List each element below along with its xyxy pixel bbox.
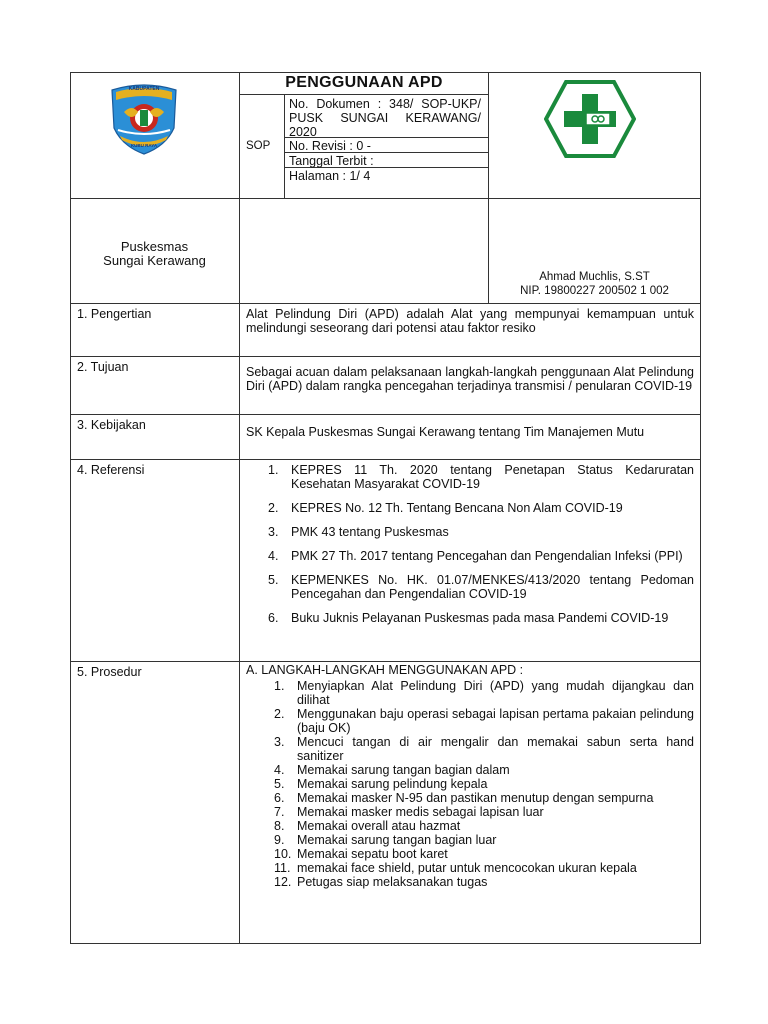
reference-item-number: 3. bbox=[268, 525, 279, 539]
procedure-step-number: 7. bbox=[274, 805, 285, 819]
meta-issue-date: Tanggal Terbit : bbox=[289, 154, 374, 168]
reference-item-text: KEPMENKES No. HK. 01.07/MENKES/413/2020 tentang Pedoman Pencegahan dan Pengendalian COVID-19 bbox=[291, 573, 694, 601]
border-col-divider bbox=[239, 72, 240, 944]
section-label-tujuan: 2. Tujuan bbox=[77, 360, 129, 374]
reference-item-text: KEPRES 11 Th. 2020 tentang Penetapan Status Kedaruratan Kesehatan Masyarakat COVID-19 bbox=[291, 463, 694, 491]
procedure-step-text: Memakai masker medis sebagai lapisan luar bbox=[297, 805, 544, 819]
org-name-line2: Sungai Kerawang bbox=[103, 253, 206, 268]
procedure-step bbox=[246, 791, 694, 805]
procedure-step bbox=[246, 833, 694, 847]
section-label-prosedur: 5. Prosedur bbox=[77, 665, 142, 679]
org-name-line1: Puskesmas bbox=[120, 239, 189, 254]
referensi-list bbox=[246, 463, 694, 635]
prosedur-steps bbox=[246, 679, 694, 889]
reference-item bbox=[246, 611, 694, 625]
procedure-step-number: 3. bbox=[274, 735, 285, 749]
procedure-step-number: 10. bbox=[274, 847, 292, 861]
procedure-step bbox=[246, 763, 694, 777]
section-text-kebijakan: SK Kepala Puskesmas Sungai Kerawang tentang Tim Manajemen Mutu bbox=[246, 425, 645, 439]
procedure-step-number: 12. bbox=[274, 875, 292, 889]
procedure-step-text: Menggunakan baju operasi sebagai lapisan pertama pakaian pelindung (baju OK) bbox=[297, 707, 694, 735]
procedure-step bbox=[246, 875, 694, 889]
reference-item-number: 4. bbox=[268, 549, 279, 563]
procedure-step-text: memakai face shield, putar untuk mencocokan ukuran kepala bbox=[297, 861, 637, 875]
meta-page: Halaman : 1/ 4 bbox=[289, 169, 371, 183]
border-tujuan-bottom bbox=[70, 414, 701, 415]
reference-item bbox=[246, 549, 694, 563]
procedure-step-number: 1. bbox=[274, 679, 285, 693]
logo-text-bottom: KUBU RAYA bbox=[130, 143, 158, 148]
signer-name: Ahmad Muchlis, S.ST bbox=[539, 271, 650, 283]
section-label-pengertian: 1. Pengertian bbox=[77, 307, 152, 321]
procedure-step bbox=[246, 707, 694, 735]
section-label-referensi: 4. Referensi bbox=[77, 463, 145, 477]
border-right-col-divider bbox=[488, 72, 489, 304]
procedure-step-number: 9. bbox=[274, 833, 285, 847]
reference-item-text: Buku Juknis Pelayanan Puskesmas pada masa Pandemi COVID-19 bbox=[291, 611, 669, 625]
puskesmas-logo bbox=[544, 80, 636, 158]
section-text-tujuan: Sebagai acuan dalam pelaksanaan langkah-langkah penggunaan Alat Pelindung Diri (APD) dalam rangka pencegahan terjadinya transmisi / penularan COVID-19 bbox=[246, 365, 694, 393]
procedure-step bbox=[246, 679, 694, 707]
procedure-step-number: 4. bbox=[274, 763, 285, 777]
section-text-pengertian: Alat Pelindung Diri (APD) adalah Alat yang mempunyai kemampuan untuk melindungi seseorang dari potensi atau faktor resiko bbox=[246, 307, 694, 335]
prosedur-heading: A. LANGKAH-LANGKAH MENGGUNAKAN APD : bbox=[246, 663, 524, 677]
procedure-step-text: Memakai overall atau hazmat bbox=[297, 819, 461, 833]
border-left bbox=[70, 72, 71, 944]
reference-item-number: 1. bbox=[268, 463, 279, 477]
section-label-kebijakan: 3. Kebijakan bbox=[77, 418, 146, 432]
reference-item-number: 2. bbox=[268, 501, 279, 515]
border-org-bottom bbox=[70, 303, 701, 304]
reference-item-number: 6. bbox=[268, 611, 279, 625]
procedure-step-text: Memakai sarung pelindung kepala bbox=[297, 777, 488, 791]
procedure-step-number: 6. bbox=[274, 791, 285, 805]
procedure-step bbox=[246, 861, 694, 875]
reference-item-text: KEPRES No. 12 Th. Tentang Bencana Non Alam COVID-19 bbox=[291, 501, 623, 515]
procedure-step-text: Memakai sepatu boot karet bbox=[297, 847, 448, 861]
procedure-step bbox=[246, 735, 694, 763]
sop-divider bbox=[284, 94, 285, 199]
procedure-step-number: 11. bbox=[274, 861, 291, 875]
procedure-step-number: 5. bbox=[274, 777, 285, 791]
border-top bbox=[70, 72, 701, 73]
meta-document-number: No. Dokumen : 348/ SOP-UKP/ PUSK SUNGAI KERAWANG/ 2020 bbox=[289, 97, 481, 139]
border-pengertian-bottom bbox=[70, 356, 701, 357]
reference-item-text: PMK 43 tentang Puskesmas bbox=[291, 525, 449, 539]
border-referensi-bottom bbox=[70, 661, 701, 662]
procedure-step-text: Memakai masker N-95 dan pastikan menutup dengan sempurna bbox=[297, 791, 654, 805]
reference-item bbox=[246, 573, 694, 601]
border-bottom bbox=[70, 943, 701, 944]
border-right bbox=[700, 72, 701, 944]
logo-text-top: KABUPATEN bbox=[128, 86, 160, 92]
procedure-step-text: Menyiapkan Alat Pelindung Diri (APD) yang mudah dijangkau dan dilihat bbox=[297, 679, 694, 707]
procedure-step-text: Petugas siap melaksanakan tugas bbox=[297, 875, 488, 889]
procedure-step-text: Memakai sarung tangan bagian dalam bbox=[297, 763, 510, 777]
reference-item bbox=[246, 525, 694, 539]
meta-revision: No. Revisi : 0 - bbox=[289, 139, 371, 153]
procedure-step bbox=[246, 805, 694, 819]
signer-nip: NIP. 19800227 200502 1 002 bbox=[520, 285, 669, 297]
reference-item-number: 5. bbox=[268, 573, 279, 587]
reference-item bbox=[246, 463, 694, 491]
procedure-step bbox=[246, 777, 694, 791]
border-kebijakan-bottom bbox=[70, 459, 701, 460]
title-bottom-line bbox=[239, 94, 489, 95]
procedure-step bbox=[246, 847, 694, 861]
procedure-step-number: 2. bbox=[274, 707, 285, 721]
reference-item bbox=[246, 501, 694, 515]
sop-label: SOP bbox=[246, 140, 271, 152]
border-header-bottom bbox=[70, 198, 701, 199]
procedure-step bbox=[246, 819, 694, 833]
reference-item-text: PMK 27 Th. 2017 tentang Pencegahan dan Pengendalian Infeksi (PPI) bbox=[291, 549, 683, 563]
procedure-step-number: 8. bbox=[274, 819, 285, 833]
procedure-step-text: Memakai sarung tangan bagian luar bbox=[297, 833, 497, 847]
document-title: PENGGUNAAN APD bbox=[285, 74, 443, 91]
procedure-step-text: Mencuci tangan di air mengalir dan memakai sabun serta hand sanitizer bbox=[297, 735, 694, 763]
